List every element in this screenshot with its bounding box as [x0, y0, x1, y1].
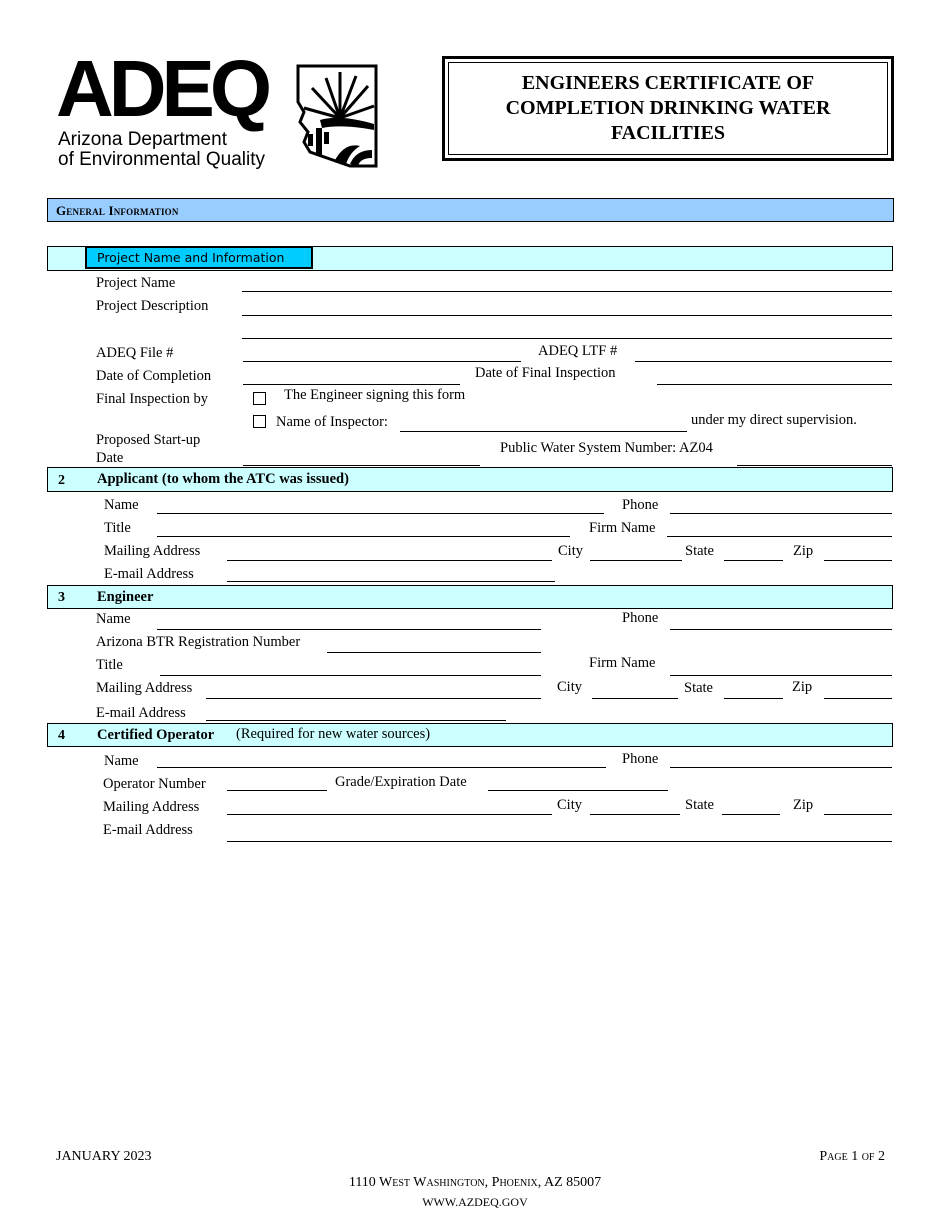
form-title: ENGINEERS CERTIFICATE OF COMPLETION DRINKING WATER FACILITIES	[505, 72, 831, 144]
operator-city-field[interactable]	[590, 814, 680, 815]
operator-number-label: Operator Number	[103, 776, 206, 792]
project-description-label: Project Description	[96, 298, 209, 314]
engineer-option-label: The Engineer signing this form	[284, 387, 466, 403]
arizona-state-icon	[290, 62, 382, 170]
operator-name-field[interactable]	[157, 767, 606, 768]
applicant-state-field[interactable]	[724, 560, 783, 561]
engineer-state-label: State	[684, 680, 713, 696]
inspector-name-field[interactable]	[400, 431, 687, 432]
operator-state-label: State	[685, 797, 714, 813]
project-name-field[interactable]	[242, 291, 892, 292]
engineer-state-field[interactable]	[724, 698, 783, 699]
applicant-address-field[interactable]	[227, 560, 552, 561]
engineer-city-field[interactable]	[592, 698, 678, 699]
engineer-email-label: E-mail Address	[96, 705, 186, 721]
operator-email-label: E-mail Address	[103, 822, 193, 838]
applicant-phone-field[interactable]	[670, 513, 892, 514]
operator-phone-field[interactable]	[670, 767, 892, 768]
operator-zip-label: Zip	[793, 797, 814, 813]
section-title: Certified Operator	[97, 727, 215, 743]
completion-date-label: Date of Completion	[96, 368, 212, 384]
operator-name-label: Name	[104, 753, 139, 769]
applicant-zip-label: Zip	[793, 543, 814, 559]
section-note: (Required for new water sources)	[236, 726, 431, 742]
section-operator-bar	[47, 723, 893, 747]
logo-subtitle-1: Arizona Department	[58, 129, 227, 150]
inspector-option-label: Name of Inspector:	[276, 414, 388, 430]
engineer-btr-field[interactable]	[327, 652, 541, 653]
pws-number-label: Public Water System Number: AZ04	[500, 440, 713, 456]
engineer-firm-field[interactable]	[670, 675, 892, 676]
applicant-email-label: E-mail Address	[104, 566, 194, 582]
project-name-label: Project Name	[96, 275, 176, 291]
logo-subtitle-2: of Environmental Quality	[58, 149, 265, 170]
adeq-ltf-field[interactable]	[635, 361, 892, 362]
startup-date-field[interactable]	[243, 465, 480, 466]
operator-zip-field[interactable]	[824, 814, 892, 815]
project-section-tab-label: Project Name and Information	[97, 250, 285, 265]
applicant-firm-label: Firm Name	[589, 520, 656, 536]
project-description-field-2[interactable]	[242, 338, 892, 339]
engineer-name-field[interactable]	[157, 629, 541, 630]
applicant-phone-label: Phone	[622, 497, 659, 513]
applicant-zip-field[interactable]	[824, 560, 892, 561]
supervision-text: under my direct supervision.	[691, 412, 857, 428]
engineer-phone-field[interactable]	[670, 629, 892, 630]
adeq-file-field[interactable]	[243, 361, 521, 362]
operator-city-label: City	[557, 797, 582, 813]
completion-date-field[interactable]	[243, 384, 460, 385]
final-inspection-date-field[interactable]	[657, 384, 892, 385]
section-number: 4	[58, 728, 65, 743]
applicant-email-field[interactable]	[227, 581, 555, 582]
applicant-city-label: City	[558, 543, 583, 559]
pws-number-field[interactable]	[737, 465, 892, 466]
section-engineer-bar	[47, 585, 893, 609]
operator-address-label: Mailing Address	[103, 799, 200, 815]
startup-date-label-1: Proposed Start-up	[96, 432, 201, 448]
project-description-field[interactable]	[242, 315, 892, 316]
section-applicant-bar	[47, 467, 893, 492]
project-section-tab	[85, 246, 313, 269]
section-number: 3	[58, 590, 65, 605]
engineer-title-field[interactable]	[160, 675, 541, 676]
engineer-address-field[interactable]	[206, 698, 541, 699]
footer-date: JANUARY 2023	[56, 1149, 152, 1164]
applicant-title-field[interactable]	[157, 536, 570, 537]
applicant-name-field[interactable]	[157, 513, 604, 514]
footer-address: 1110 West Washington, Phoenix, AZ 85007	[348, 1175, 602, 1190]
applicant-state-label: State	[685, 543, 714, 559]
final-inspection-date-label: Date of Final Inspection	[475, 365, 616, 381]
section-title: Engineer	[97, 589, 154, 605]
engineer-zip-label: Zip	[792, 679, 813, 695]
general-information-header	[47, 198, 894, 222]
startup-date-label-2: Date	[96, 450, 124, 466]
operator-state-field[interactable]	[722, 814, 780, 815]
applicant-city-field[interactable]	[590, 560, 682, 561]
applicant-firm-field[interactable]	[667, 536, 892, 537]
engineer-email-field[interactable]	[206, 720, 506, 721]
grade-expiration-label: Grade/Expiration Date	[335, 774, 467, 790]
applicant-title-label: Title	[104, 520, 131, 536]
operator-number-field[interactable]	[227, 790, 327, 791]
final-inspection-by-label: Final Inspection by	[96, 391, 208, 407]
operator-email-field[interactable]	[227, 841, 892, 842]
form-title-box	[442, 56, 894, 161]
logo-wordmark: ADEQ	[56, 44, 268, 133]
applicant-name-label: Name	[104, 497, 139, 513]
adeq-ltf-label: ADEQ LTF #	[538, 343, 618, 359]
engineer-city-label: City	[557, 679, 582, 695]
footer-website[interactable]: WWW.AZDEQ.GOV	[422, 1195, 528, 1209]
adeq-file-label: ADEQ File #	[96, 345, 174, 361]
footer-page-number: Page 1 of 2	[819, 1149, 885, 1164]
engineer-checkbox[interactable]	[253, 392, 266, 405]
inspector-checkbox[interactable]	[253, 415, 266, 428]
applicant-address-label: Mailing Address	[104, 543, 201, 559]
adeq-logo	[56, 44, 386, 174]
section-number: 2	[58, 473, 65, 488]
grade-expiration-field[interactable]	[488, 790, 668, 791]
engineer-btr-label: Arizona BTR Registration Number	[96, 634, 301, 650]
engineer-title-label: Title	[96, 657, 123, 673]
engineer-address-label: Mailing Address	[96, 680, 193, 696]
engineer-firm-label: Firm Name	[589, 655, 656, 671]
general-information-label: General Information	[56, 203, 179, 218]
operator-address-field[interactable]	[227, 814, 552, 815]
operator-phone-label: Phone	[622, 751, 659, 767]
engineer-name-label: Name	[96, 611, 131, 627]
section-title: Applicant (to whom the ATC was issued)	[97, 471, 349, 487]
engineer-zip-field[interactable]	[824, 698, 892, 699]
engineer-phone-label: Phone	[622, 610, 659, 626]
